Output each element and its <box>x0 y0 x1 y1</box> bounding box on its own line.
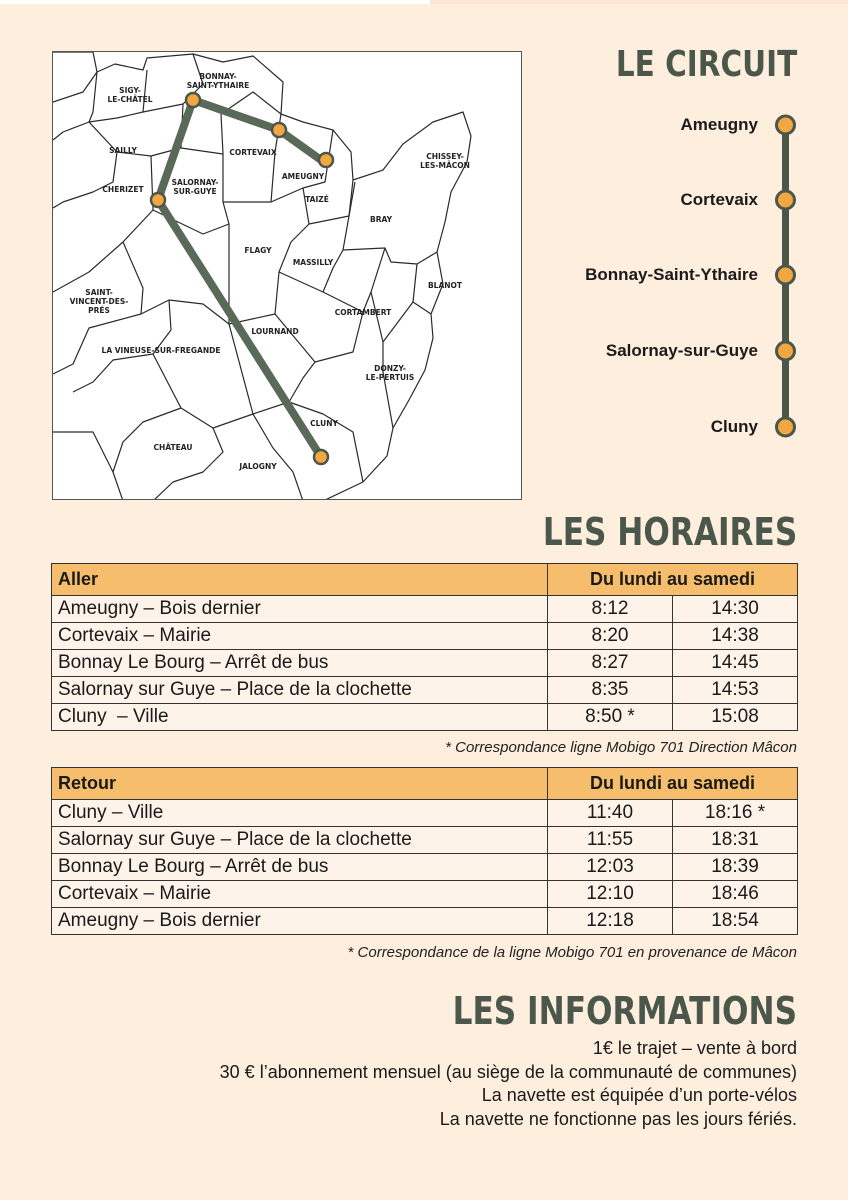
circuit-dot-salornay <box>775 341 796 362</box>
circuit-title: LE CIRCUIT <box>615 44 797 85</box>
table-row <box>52 704 798 731</box>
time-cell: 11:55 <box>548 827 673 854</box>
circuit-dot-ameugny <box>775 115 796 136</box>
stop-cell: Bonnay Le Bourg – Arrêt de bus <box>52 854 548 881</box>
time-cell: 12:10 <box>548 881 673 908</box>
map-label-cortevaix: CORTEVAIX <box>229 148 277 157</box>
retour-table <box>51 767 798 935</box>
aller-note: * Correspondance ligne Mobigo 701 Direction Mâcon <box>445 739 797 756</box>
map-drawing <box>53 52 522 500</box>
time-cell: 8:50 * <box>548 704 673 731</box>
route-map <box>52 51 522 500</box>
map-stop-ameugny <box>319 153 333 167</box>
time-cell: 8:35 <box>548 677 673 704</box>
time-cell: 8:12 <box>548 596 673 623</box>
map-label-blanot: BLANOT <box>427 281 463 290</box>
table-row <box>52 650 798 677</box>
stop-cell: Cluny – Ville <box>52 800 548 827</box>
commune-borders <box>53 52 471 500</box>
map-stop-salornay <box>151 193 165 207</box>
map-label-chissey: CHISSEY- LES-MÂCON <box>420 152 470 170</box>
table-row <box>52 596 798 623</box>
circuit-dot-cluny <box>775 417 796 438</box>
map-label-chateau: CHÂTEAU <box>153 443 193 452</box>
map-label-bray: BRAY <box>369 215 393 224</box>
retour-note: * Correspondance de la ligne Mobigo 701 en provenance de Mâcon <box>347 944 797 961</box>
stop-cell: Ameugny – Bois dernier <box>52 596 548 623</box>
time-cell: 18:39 <box>673 854 798 881</box>
info-line: 30 € l’abonnement mensuel (au siège de la communauté de communes) <box>219 1061 797 1082</box>
stop-cell: Ameugny – Bois dernier <box>52 908 548 935</box>
time-cell: 8:27 <box>548 650 673 677</box>
map-label-taize: TAIZÉ <box>305 195 329 204</box>
info-line: La navette ne fonctionne pas les jours fériés. <box>439 1108 797 1129</box>
stop-cell: Cortevaix – Mairie <box>52 623 548 650</box>
circuit-stop-cluny: Cluny <box>710 417 758 436</box>
map-label-cortambert: CORTAMBERT <box>334 308 392 317</box>
time-cell: 15:08 <box>673 704 798 731</box>
stop-cell: Bonnay Le Bourg – Arrêt de bus <box>52 650 548 677</box>
time-cell: 14:53 <box>673 677 798 704</box>
table-row <box>52 827 798 854</box>
map-label-cherizet: CHERIZET <box>102 185 144 194</box>
stop-cell: Salornay sur Guye – Place de la clochette <box>52 827 548 854</box>
aller-days: Du lundi au samedi <box>548 564 798 596</box>
time-cell: 18:54 <box>673 908 798 935</box>
map-stop-bonnay <box>186 93 200 107</box>
map-label-donzy: DONZY- LE-PERTUIS <box>365 364 415 382</box>
retour-label: Retour <box>52 768 548 800</box>
time-cell: 18:46 <box>673 881 798 908</box>
map-label-saint-vincent: SAINT- VINCENT-DES- PRÉS <box>69 288 129 315</box>
informations-block <box>220 1037 797 1131</box>
time-cell: 12:03 <box>548 854 673 881</box>
aller-table <box>51 563 798 731</box>
retour-header-row <box>52 768 798 800</box>
info-line: La navette est équipée d’un porte-vélos <box>481 1085 797 1105</box>
time-cell: 18:31 <box>673 827 798 854</box>
horaires-title: LES HORAIRES <box>542 510 797 554</box>
circuit-dot-bonnay <box>775 265 796 286</box>
top-strip <box>0 0 848 4</box>
time-cell: 12:18 <box>548 908 673 935</box>
time-cell: 8:20 <box>548 623 673 650</box>
map-label-lournand: LOURNAND <box>251 327 299 336</box>
map-label-sigy: SIGY- LE-CHÂTEL <box>107 86 153 104</box>
map-stop-cluny <box>314 450 328 464</box>
circuit-stop-salornay: Salornay-sur-Guye <box>605 341 758 360</box>
time-cell: 14:30 <box>673 596 798 623</box>
top-strip-white <box>0 0 430 4</box>
aller-header-row <box>52 564 798 596</box>
time-cell: 14:38 <box>673 623 798 650</box>
map-label-bonnay: BONNAY- SAINT-YTHAIRE <box>186 72 250 90</box>
table-row <box>52 908 798 935</box>
table-row <box>52 677 798 704</box>
retour-days: Du lundi au samedi <box>548 768 798 800</box>
table-row <box>52 800 798 827</box>
map-label-massilly: MASSILLY <box>292 258 334 267</box>
circuit-dot-cortevaix <box>775 190 796 211</box>
stop-cell: Cortevaix – Mairie <box>52 881 548 908</box>
map-label-sailly: SAILLY <box>109 146 137 155</box>
time-cell: 11:40 <box>548 800 673 827</box>
time-cell: 18:16 * <box>673 800 798 827</box>
table-row <box>52 854 798 881</box>
circuit-stop-bonnay: Bonnay-Saint-Ythaire <box>585 265 758 284</box>
circuit-stop-cortevaix: Cortevaix <box>680 190 758 209</box>
map-label-salornay: SALORNAY- SUR-GUYE <box>171 178 219 196</box>
table-row <box>52 881 798 908</box>
map-label-jalogny: JALOGNY <box>239 462 277 471</box>
map-label-cluny: CLUNY <box>310 419 338 428</box>
informations-title: LES INFORMATIONS <box>452 989 797 1033</box>
stop-cell: Salornay sur Guye – Place de la clochette <box>52 677 548 704</box>
map-label-flagy: FLAGY <box>244 246 272 255</box>
map-label-ameugny: AMEUGNY <box>281 172 325 181</box>
table-row <box>52 623 798 650</box>
aller-label: Aller <box>52 564 548 596</box>
map-stop-cortevaix <box>272 123 286 137</box>
info-line: 1€ le trajet – vente à bord <box>592 1038 797 1058</box>
time-cell: 14:45 <box>673 650 798 677</box>
circuit-stop-ameugny: Ameugny <box>680 115 758 134</box>
map-label-vineuse: LA VINEUSE-SUR-FREGANDE <box>101 346 221 355</box>
stop-cell: Cluny – Ville <box>52 704 548 731</box>
